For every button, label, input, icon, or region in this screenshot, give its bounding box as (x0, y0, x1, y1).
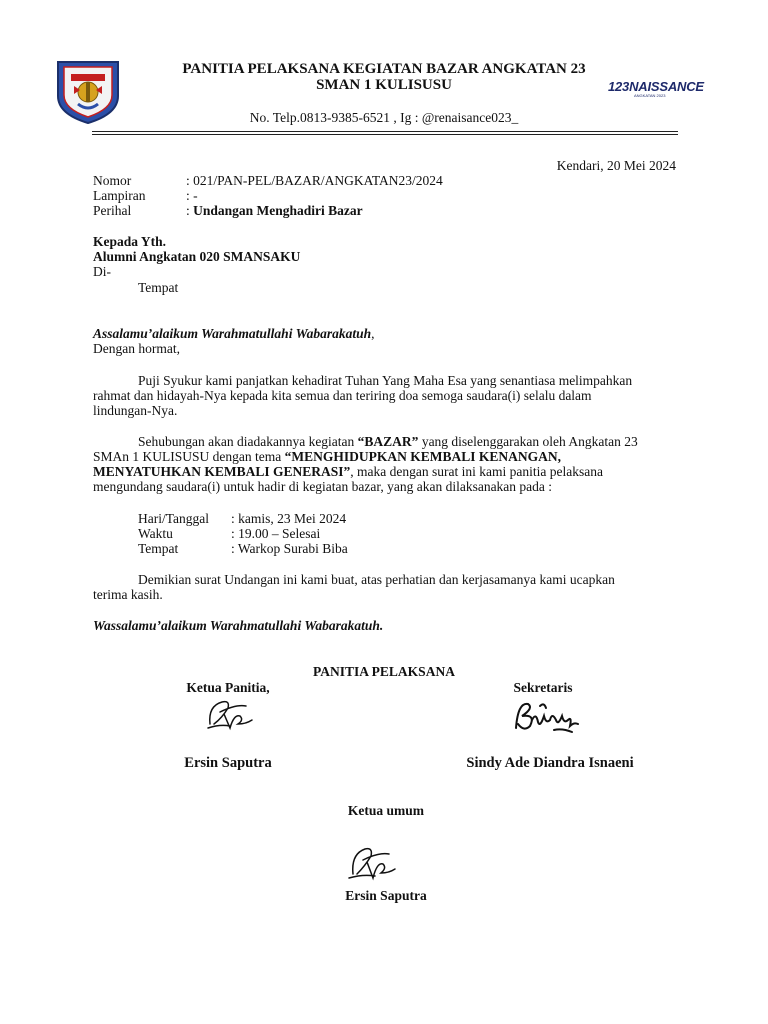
place-date: Kendari, 20 Mei 2024 (556, 158, 676, 173)
para2-line1-a: Sehubungan akan diadakannya kegiatan (138, 434, 358, 449)
left-signer-role: Ketua Panitia, (186, 680, 270, 695)
greeting-text: Assalamu’alaikum Warahmatullahi Wabarakatuh (93, 326, 372, 341)
para2-line4: mengundang saudara(i) untuk hadir di kegiatan bazar, yang akan dilaksanakan pada : (93, 479, 553, 494)
header-divider-bottom (92, 134, 678, 135)
meta-label-lampiran: Lampiran (93, 188, 146, 203)
para2-line2 (93, 449, 561, 464)
org-contact: No. Telp.0813-9385-6521 , Ig : @renaisance023_ (249, 110, 519, 125)
right-signer-role: Sekretaris (513, 680, 573, 695)
event-label-time: Waktu (138, 526, 173, 541)
meta-value-perihal (186, 203, 363, 218)
meta-label-perihal: Perihal (93, 203, 132, 218)
bottom-signature-icon (343, 840, 403, 884)
event-label-date: Hari/Tanggal (138, 511, 210, 526)
right-signer-name: Sindy Ade Diandra Isnaeni (466, 755, 634, 771)
bottom-signer-role: Ketua umum (347, 803, 425, 818)
closing-line2: terima kasih. (93, 587, 163, 602)
meta-label-nomor: Nomor (93, 173, 132, 188)
closing-line1: Demikian surat Undangan ini kami buat, atas perhatian dan kerjasamanya kami ucapkan (138, 572, 615, 587)
recipient-line3: Di- (93, 264, 111, 279)
greeting-suffix: , (371, 326, 375, 341)
left-signature-icon (200, 694, 260, 734)
event-value-date: : kamis, 23 Mei 2024 (231, 511, 347, 526)
event-label-place: Tempat (138, 541, 179, 556)
event-value-time: : 19.00 – Selesai (231, 526, 321, 541)
para2-event-name: “BAZAR” (357, 434, 419, 449)
bottom-signer-name: Ersin Saputra (345, 888, 427, 903)
farewell: Wassalamu’alaikum Warahmatullahi Wabarakatuh. (93, 618, 384, 633)
meta-value-perihal-text: Undangan Menghadiri Bazar (193, 203, 363, 218)
para2-theme-part1: “MENGHIDUPKAN KEMBALI KENANGAN, (284, 449, 562, 464)
para1-line2: rahmat dan hidayah-Nya kepada kita semua dan teriring doa semoga saudara(i) selalu dalam (93, 388, 592, 403)
org-title-line2: SMAN 1 KULISUSU (316, 77, 452, 93)
para1-line1: Puji Syukur kami panjatkan kehadirat Tuhan Yang Maha Esa yang senantiasa melimpahkan (138, 373, 633, 388)
right-signature-icon (510, 694, 582, 738)
para2-line1 (138, 434, 638, 449)
salutation: Dengan hormat, (93, 341, 180, 356)
para2-line3 (93, 464, 603, 479)
greeting (93, 326, 374, 341)
event-value-place: : Warkop Surabi Biba (231, 541, 348, 556)
left-signer-name: Ersin Saputra (184, 755, 272, 771)
meta-value-nomor: : 021/PAN-PEL/BAZAR/ANGKATAN23/2024 (186, 173, 443, 188)
meta-value-lampiran: : - (186, 188, 198, 203)
para2-theme-part2: MENYATUHKAN KEMBALI GENERASI” (93, 464, 351, 479)
para1-line3: lindungan-Nya. (93, 403, 178, 418)
recipient-line2: Alumni Angkatan 020 SMANSAKU (93, 249, 301, 264)
para2-line1-c: yang diselenggarakan oleh Angkatan 23 (418, 434, 638, 449)
renaissance-logo-subtext: ANGKATAN 2023 (634, 93, 666, 98)
renaissance-logo-text: 123NAISSANCE (608, 79, 704, 94)
committee-heading: PANITIA PELAKSANA (313, 664, 455, 679)
renaissance-logo (608, 80, 708, 102)
para2-line3-b: , maka dengan surat ini kami panitia pelaksana (350, 464, 603, 479)
recipient-line1: Kepada Yth. (93, 234, 167, 249)
recipient-line4: Tempat (138, 280, 179, 295)
header-divider-top (92, 131, 678, 132)
org-title-line1: PANITIA PELAKSANA KEGIATAN BAZAR ANGKATAN 23 (182, 61, 586, 77)
para2-line2-a: SMAn 1 KULISUSU dengan tema (93, 449, 285, 464)
meta-value-perihal-prefix: : (186, 203, 194, 218)
